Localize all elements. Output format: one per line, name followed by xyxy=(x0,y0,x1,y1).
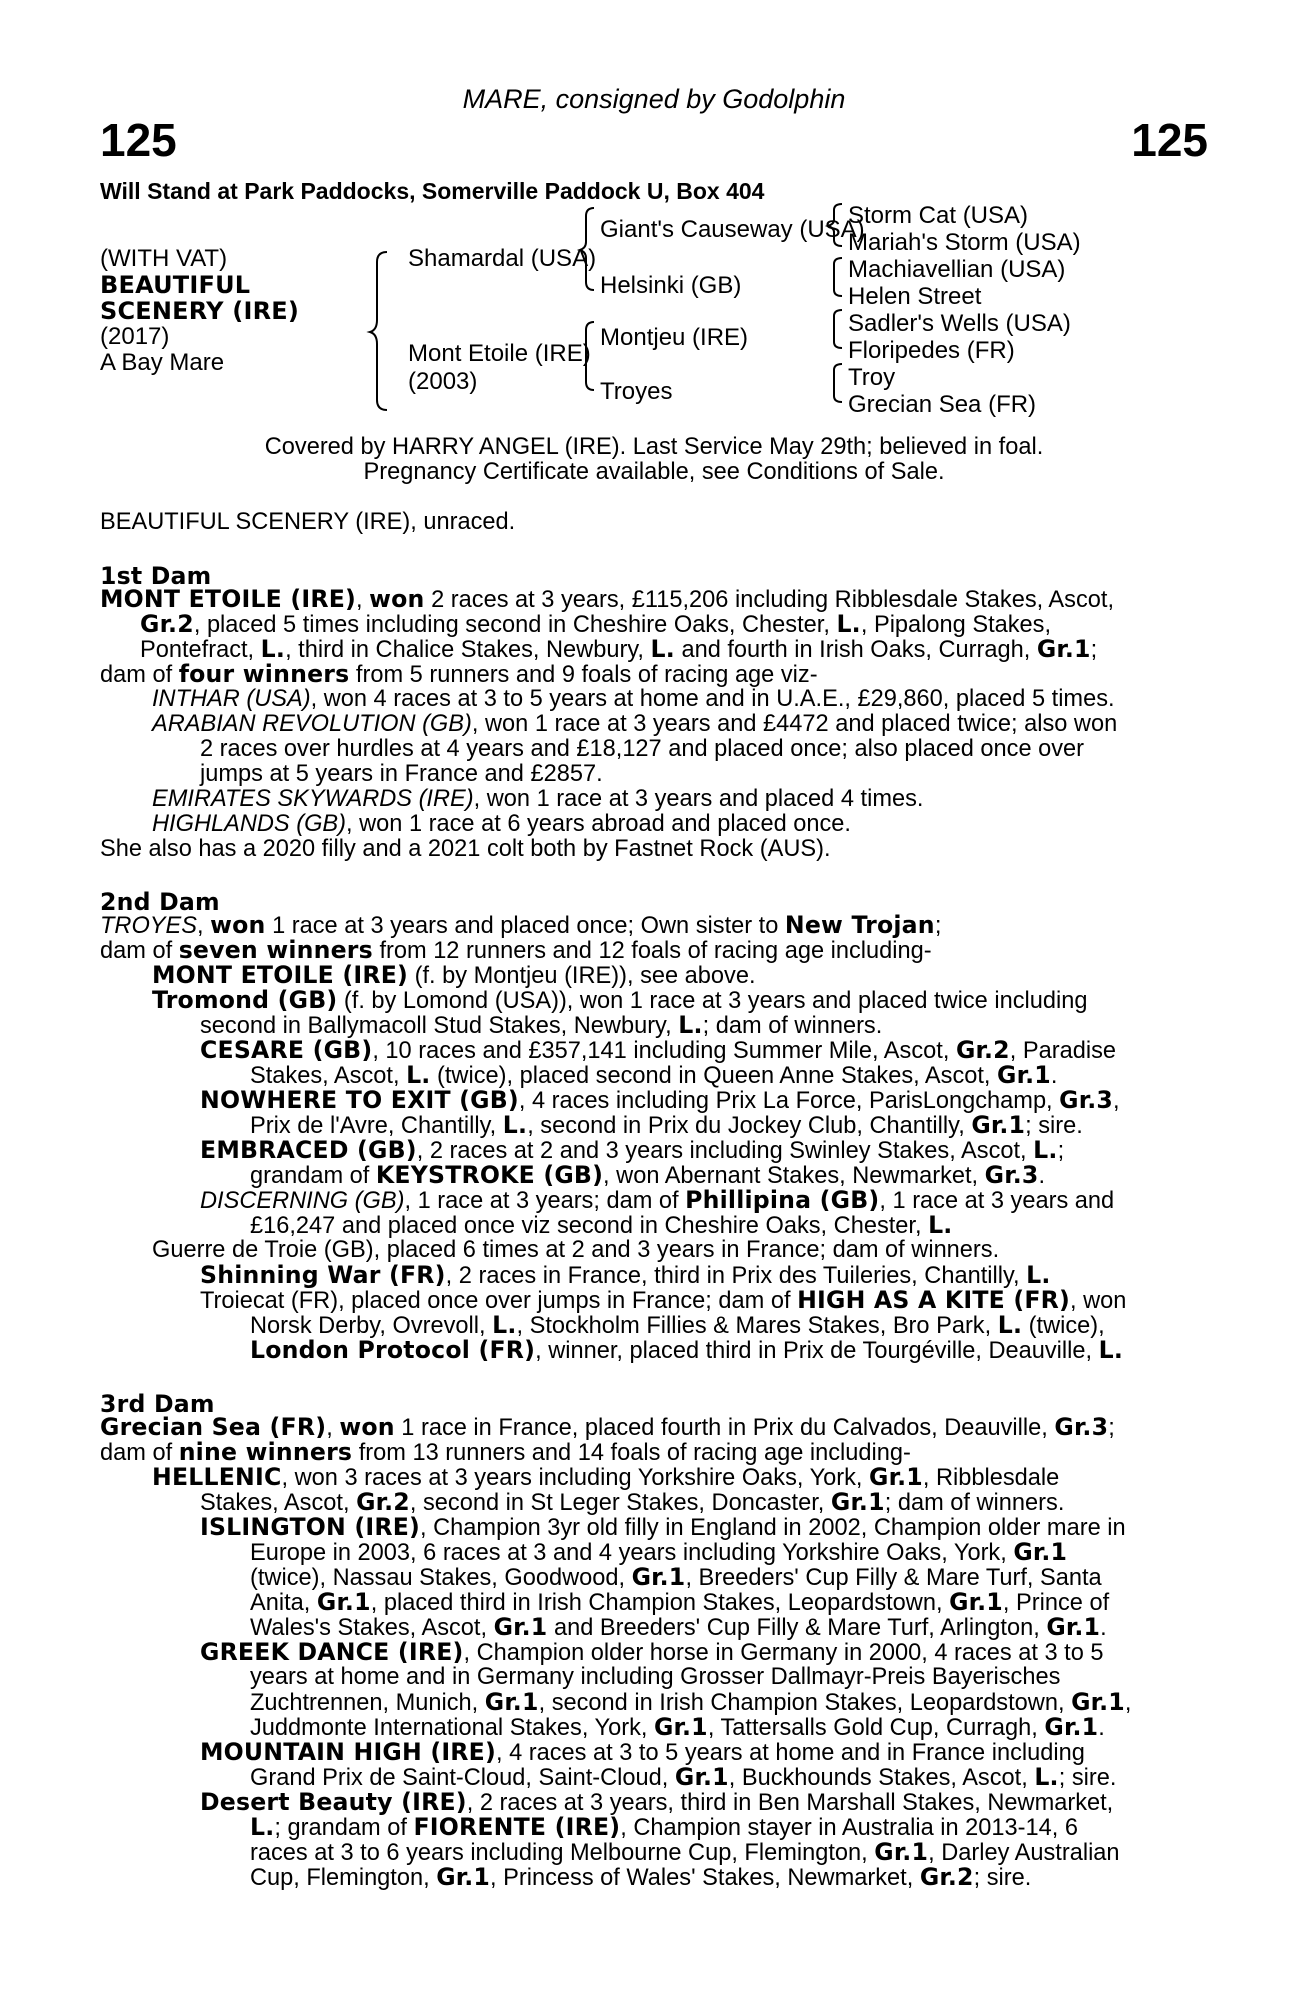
horse-name-line2: SCENERY (IRE) xyxy=(100,297,300,325)
grandoffspring-discerning: DISCERNING (GB), 1 race at 3 years; dam of Phillipina (GB), 1 race at 3 years and xyxy=(200,1186,1115,1214)
grandoffspring-islington-l2: Europe in 2003, 6 races at 3 and 4 years including Yorkshire Oaks, York, Gr.1 xyxy=(250,1538,1068,1566)
grandoffspring-desert-beauty: Desert Beauty (IRE), 2 races at 3 years, third in Ben Marshall Stakes, Newmarket, xyxy=(200,1788,1114,1816)
ped-dss: Sadler's Wells (USA) xyxy=(848,310,1071,337)
offspring-mont-etoile: MONT ETOILE (IRE) (f. by Montjeu (IRE)), see above. xyxy=(152,961,756,989)
grandoffspring-troiecat-l3: London Protocol (FR), winner, placed third in Prix de Tourgéville, Deauville, L. xyxy=(250,1336,1124,1364)
horse-name-line1: BEAUTIFUL xyxy=(100,271,251,299)
offspring-highlands: HIGHLANDS (GB), won 1 race at 6 years abroad and placed once. xyxy=(152,811,851,837)
race-record: BEAUTIFUL SCENERY (IRE), unraced. xyxy=(100,509,516,535)
offspring-guerre-de-troie: Guerre de Troie (GB), placed 6 times at 2 and 3 years in France; dam of winners. xyxy=(152,1237,1000,1263)
first-dam-line2: Gr.2, placed 5 times including second in Cheshire Oaks, Chester, L., Pipalong Stakes, xyxy=(140,610,1052,638)
second-dam-line1: TROYES, won 1 race at 3 years and placed once; Own sister to New Trojan; xyxy=(100,911,942,939)
grandoffspring-nowhere-to-exit-l2: Prix de l'Avre, Chantilly, L., second in Prix du Jockey Club, Chantilly, Gr.1; sire. xyxy=(250,1111,1083,1139)
consignor-line: MARE, consigned by Godolphin xyxy=(462,84,846,114)
offspring-arabian-revolution-l3: jumps at 5 years in France and £2857. xyxy=(200,761,603,787)
sire-dam: Helsinki (GB) xyxy=(600,272,742,299)
offspring-inthar: INTHAR (USA), won 4 races at 3 to 5 years at home and in U.A.E., £29,860, placed 5 times. xyxy=(152,686,1115,712)
ped-dsd: Floripedes (FR) xyxy=(848,337,1015,364)
offspring-tromond-l2: second in Ballymacoll Stud Stakes, Newbury, L.; dam of winners. xyxy=(200,1011,883,1039)
first-dam-name: MONT ETOILE (IRE) xyxy=(100,585,357,613)
grandoffspring-nowhere-to-exit: NOWHERE TO EXIT (GB), 4 races including Prix La Force, ParisLongchamp, Gr.3, xyxy=(200,1086,1120,1114)
grandoffspring-desert-beauty-l4: Cup, Flemington, Gr.1, Princess of Wales' Stakes, Newmarket, Gr.2; sire. xyxy=(250,1863,1032,1891)
grandoffspring-mountain-high: MOUNTAIN HIGH (IRE), 4 races at 3 to 5 years at home and in France including xyxy=(200,1738,1085,1766)
grandoffspring-embraced-l2: grandam of KEYSTROKE (GB), won Abernant Stakes, Newmarket, Gr.3. xyxy=(250,1161,1046,1189)
grandoffspring-islington-l3: (twice), Nassau Stakes, Goodwood, Gr.1, Breeders' Cup Filly & Mare Turf, Santa xyxy=(250,1563,1102,1591)
grandoffspring-greek-dance-l3: Zuchtrennen, Munich, Gr.1, second in Irish Champion Stakes, Leopardstown, Gr.1, xyxy=(250,1688,1132,1716)
grandoffspring-cesare-l2: Stakes, Ascot, L. (twice), placed second in Queen Anne Stakes, Ascot, Gr.1. xyxy=(250,1061,1058,1089)
dam-sire: Montjeu (IRE) xyxy=(600,324,749,351)
grandoffspring-embraced: EMBRACED (GB), 2 races at 2 and 3 years including Swinley Stakes, Ascot, L.; xyxy=(200,1136,1065,1164)
ped-sdd: Helen Street xyxy=(848,283,982,310)
dam-dam: Troyes xyxy=(600,378,673,405)
offspring-arabian-revolution-l2: 2 races over hurdles at 4 years and £18,127 and placed once; also placed once over xyxy=(200,736,1085,762)
offspring-hellenic-l2: Stakes, Ascot, Gr.2, second in St Leger Stakes, Doncaster, Gr.1; dam of winners. xyxy=(200,1488,1065,1516)
sire-sire: Giant's Causeway (USA) xyxy=(600,216,865,243)
grandoffspring-islington-l4: Anita, Gr.1, placed third in Irish Champion Stakes, Leopardstown, Gr.1, Prince of xyxy=(250,1588,1110,1616)
grandoffspring-troiecat-l2: Norsk Derby, Ovrevoll, L., Stockholm Fillies & Mares Stakes, Bro Park, L. (twice), xyxy=(250,1311,1105,1339)
first-dam-also: She also has a 2020 filly and a 2021 colt both by Fastnet Rock (AUS). xyxy=(100,836,831,862)
vat-label: (WITH VAT) xyxy=(100,245,228,272)
grandoffspring-islington: ISLINGTON (IRE), Champion 3yr old filly in England in 2002, Champion older mare in xyxy=(200,1513,1126,1541)
lot-number-left: 125 xyxy=(100,114,177,166)
grandoffspring-islington-l5: Wales's Stakes, Ascot, Gr.1 and Breeders' Cup Filly & Mare Turf, Arlington, Gr.1. xyxy=(250,1613,1107,1641)
first-dam-heading: 1st Dam xyxy=(100,562,212,590)
sire-name: Shamardal (USA) xyxy=(408,245,597,272)
ped-sss: Storm Cat (USA) xyxy=(848,202,1029,229)
first-dam-line1: MONT ETOILE (IRE), won 2 races at 3 years, £115,206 including Ribblesdale Stakes, Ascot, xyxy=(100,585,1114,613)
grandoffspring-mountain-high-l2: Grand Prix de Saint-Cloud, Saint-Cloud, Gr.1, Buckhounds Stakes, Ascot, L.; sire. xyxy=(250,1763,1117,1791)
dam-year: (2003) xyxy=(408,368,478,395)
first-dam-produce: dam of four winners from 5 runners and 9 foals of racing age viz- xyxy=(100,660,818,688)
pedigree-braces xyxy=(100,0,1208,420)
ped-dds: Troy xyxy=(848,364,896,391)
offspring-emirates-skywards: EMIRATES SKYWARDS (IRE), won 1 race at 3 years and placed 4 times. xyxy=(152,786,924,812)
catalogue-page xyxy=(100,0,1208,2000)
grandoffspring-greek-dance-l2: years at home and in Germany including Grosser Dallmayr-Preis Bayerisches xyxy=(250,1664,1061,1690)
second-dam-heading: 2nd Dam xyxy=(100,888,220,916)
offspring-arabian-revolution: ARABIAN REVOLUTION (GB), won 1 race at 3 years and £4472 and placed twice; also won xyxy=(152,711,1118,737)
third-dam-name: Grecian Sea (FR) xyxy=(100,1413,327,1441)
grandoffspring-troiecat: Troiecat (FR), placed once over jumps in France; dam of HIGH AS A KITE (FR), won xyxy=(200,1286,1127,1314)
first-dam-line3: Pontefract, L., third in Chalice Stakes, Newbury, L. and fourth in Irish Oaks, Curragh, Gr.1; xyxy=(140,635,1098,663)
offspring-hellenic: HELLENIC, won 3 races at 3 years including Yorkshire Oaks, York, Gr.1, Ribblesdale xyxy=(152,1463,1060,1491)
grandoffspring-desert-beauty-l2: L.; grandam of FIORENTE (IRE), Champion stayer in Australia in 2013-14, 6 xyxy=(250,1813,1078,1841)
horse-year: (2017) xyxy=(100,323,170,350)
grandoffspring-discerning-l2: £16,247 and placed once viz second in Cheshire Oaks, Chester, L. xyxy=(250,1211,953,1239)
covering-line1: Covered by HARRY ANGEL (IRE). Last Service May 29th; believed in foal. xyxy=(264,434,1044,460)
third-dam-line1: Grecian Sea (FR), won 1 race in France, placed fourth in Prix du Calvados, Deauville, Gr.3; xyxy=(100,1413,1115,1441)
stand-location: Will Stand at Park Paddocks, Somerville Paddock U, Box 404 xyxy=(100,178,765,204)
ped-ddd: Grecian Sea (FR) xyxy=(848,391,1037,418)
grandoffspring-greek-dance-l4: Juddmonte International Stakes, York, Gr.1, Tattersalls Gold Cup, Curragh, Gr.1. xyxy=(250,1713,1105,1741)
offspring-tromond: Tromond (GB) (f. by Lomond (USA)), won 1 race at 3 years and placed twice including xyxy=(152,986,1088,1014)
ped-sds: Machiavellian (USA) xyxy=(848,256,1066,283)
grandoffspring-greek-dance: GREEK DANCE (IRE), Champion older horse in Germany in 2000, 4 races at 3 to 5 xyxy=(200,1638,1104,1666)
third-dam-heading: 3rd Dam xyxy=(100,1390,215,1418)
grandoffspring-shinning-war: Shinning War (FR), 2 races in France, third in Prix des Tuileries, Chantilly, L. xyxy=(200,1261,1051,1289)
second-dam-name: TROYES xyxy=(100,913,198,939)
third-dam-produce: dam of nine winners from 13 runners and 14 foals of racing age including- xyxy=(100,1438,911,1466)
horse-description: A Bay Mare xyxy=(100,349,225,376)
covering-line2: Pregnancy Certificate available, see Conditions of Sale. xyxy=(363,459,945,485)
lot-number-right: 125 xyxy=(1131,114,1208,166)
grandoffspring-cesare: CESARE (GB), 10 races and £357,141 including Summer Mile, Ascot, Gr.2, Paradise xyxy=(200,1036,1116,1064)
dam-name: Mont Etoile (IRE) xyxy=(408,340,591,367)
grandoffspring-desert-beauty-l3: races at 3 to 6 years including Melbourne Cup, Flemington, Gr.1, Darley Australian xyxy=(250,1838,1120,1866)
second-dam-produce: dam of seven winners from 12 runners and 12 foals of racing age including- xyxy=(100,936,932,964)
ped-ssd: Mariah's Storm (USA) xyxy=(848,229,1081,256)
